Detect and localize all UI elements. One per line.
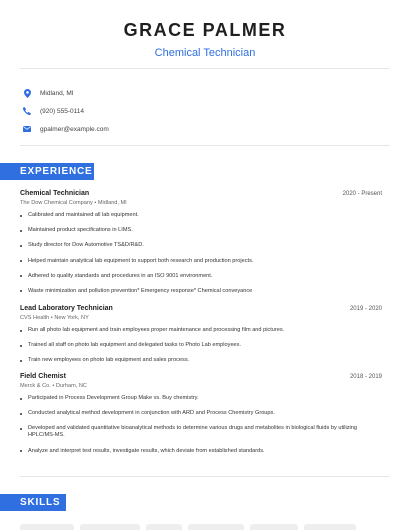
job-separator: •	[52, 383, 56, 389]
bullet-item: Analyze and interpret test results, investigate results, which deviate from established standards.	[20, 448, 382, 455]
job-location: New York, NY	[54, 315, 89, 321]
skill-chip	[188, 524, 244, 530]
job-entry	[20, 373, 382, 463]
candidate-title: Chemical Technician	[154, 47, 256, 59]
contact-phone	[22, 102, 109, 120]
bullet-item: Run all photo lab equipment and train employees proper maintenance and processing film and pictures.	[20, 327, 382, 334]
resume-header	[0, 0, 410, 59]
bullet-item: Adhered to quality standards and procedures in an ISO 9001 environment.	[20, 273, 382, 280]
job-entry	[20, 190, 382, 303]
header-divider	[20, 68, 390, 69]
bullet-item: Trained all staff on photo lab equipment and delegated tasks to Photo Lab employees.	[20, 342, 382, 349]
job-separator: •	[94, 200, 98, 206]
job-title: Field Chemist	[20, 373, 66, 380]
location-text: Midland, MI	[40, 89, 74, 97]
candidate-name: GRACE PALMER	[123, 20, 287, 40]
bullet-item: Study director for Dow Automotive TS&D/R&D.	[20, 242, 382, 249]
job-date: 2019 - 2020	[349, 306, 382, 312]
bullet-item: Train new employees on photo lab equipment and sales process.	[20, 357, 382, 364]
bullet-item: Helped maintain analytical lab equipment to support both research and production projects.	[20, 258, 382, 265]
experience-heading: EXPERIENCE	[0, 163, 94, 180]
contact-email	[22, 120, 109, 138]
phone-text: (920) 555-0114	[40, 107, 84, 115]
job-company: CVS Health	[20, 315, 50, 321]
contact-list	[22, 84, 109, 138]
skill-chip	[80, 524, 140, 530]
job-company: Merck & Co.	[20, 383, 51, 389]
skills-heading: SKILLS	[0, 494, 66, 511]
skill-chip	[146, 524, 182, 530]
phone-icon	[22, 106, 32, 116]
job-company: The Dow Chemical Company	[20, 200, 93, 206]
job-location: Durham, NC	[55, 383, 87, 389]
job-date: 2020 - Present	[342, 191, 382, 197]
job-bullets	[20, 212, 382, 295]
bullet-item: Calibrated and maintained all lab equipment.	[20, 212, 382, 219]
mail-icon	[22, 124, 32, 134]
bullet-item: Developed and validated quantitative bioanalytical methods to determine various drugs and metabolites in biological fluids by utilizing HPLC/MS-MS.	[20, 425, 382, 439]
job-title: Chemical Technician	[20, 190, 90, 197]
job-date: 2018 - 2019	[349, 374, 382, 380]
job-company-line	[20, 383, 382, 389]
skill-chips	[20, 524, 356, 530]
experience-divider	[20, 476, 390, 477]
contact-location	[22, 84, 109, 102]
skill-chip	[250, 524, 298, 530]
bullet-item: Maintained product specifications in LIMS.	[20, 227, 382, 234]
bullet-item: Waste minimization and pollution prevention* Emergency response* Chemical conveyance	[20, 288, 382, 295]
skill-chip	[304, 524, 356, 530]
location-pin-icon	[22, 88, 32, 98]
job-company-line	[20, 315, 382, 321]
contact-divider	[20, 145, 390, 146]
job-company-line	[20, 200, 382, 206]
job-entry	[20, 305, 382, 373]
bullet-item: Conducted analytical method development in conjunction with ARD and Process Chemistry Groups.	[20, 410, 382, 417]
skill-chip	[20, 524, 74, 530]
bullet-item: Participated in Process Development Group Make vs. Buy chemistry.	[20, 395, 382, 402]
job-location: Midland, MI	[97, 200, 127, 206]
job-bullets	[20, 395, 382, 455]
job-bullets	[20, 327, 382, 364]
job-separator: •	[50, 315, 55, 321]
job-title: Lead Laboratory Technician	[20, 305, 113, 312]
email-text: gpalmer@example.com	[40, 125, 109, 133]
